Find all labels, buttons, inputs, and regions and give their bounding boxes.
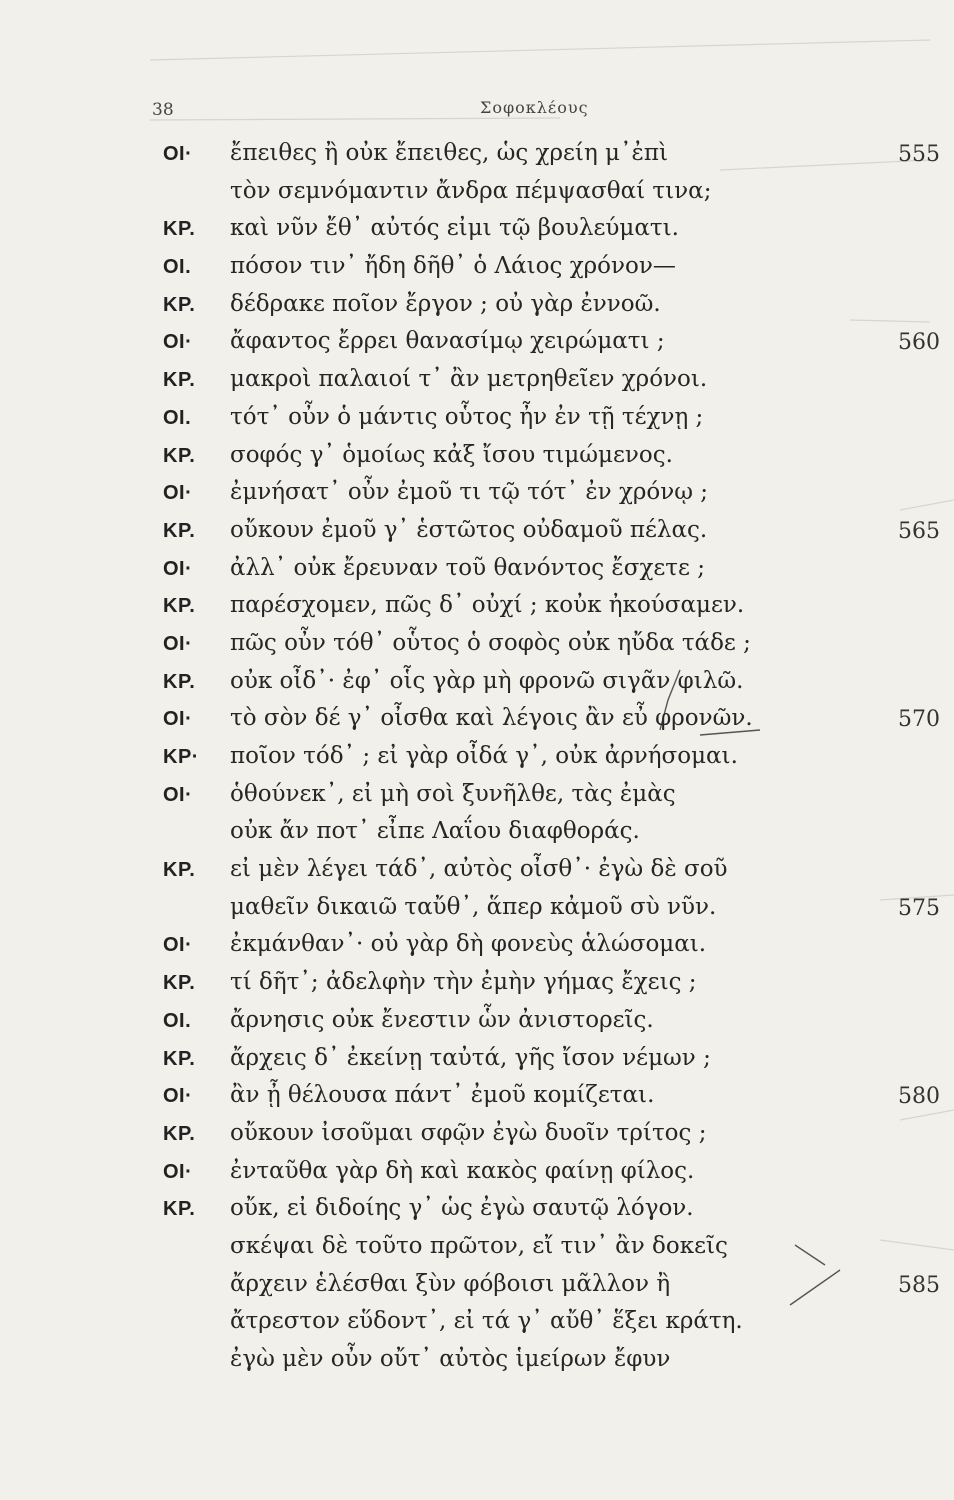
speaker-label: ΚΡ. bbox=[163, 859, 196, 882]
line-number: 565 bbox=[898, 518, 940, 544]
verse-line bbox=[0, 894, 954, 932]
verse-line bbox=[0, 818, 954, 856]
speaker-label: ΟΙ· bbox=[163, 1160, 193, 1183]
verse-line bbox=[0, 1346, 954, 1384]
verse-text: ἄρνησις οὐκ ἔνεστιν ὧν ἀνιστορεῖς. bbox=[230, 1006, 654, 1033]
speaker-label: ΟΙ· bbox=[163, 1085, 193, 1108]
verse-line bbox=[0, 1195, 954, 1233]
line-number: 585 bbox=[898, 1272, 940, 1298]
verse-line bbox=[0, 1120, 954, 1158]
speaker-label: ΟΙ. bbox=[163, 256, 192, 279]
page-number: 38 bbox=[152, 100, 174, 120]
verse-text: καὶ νῦν ἔθ᾽ αὐτός εἰμι τῷ βουλεύματι. bbox=[230, 215, 679, 242]
line-number: 575 bbox=[898, 895, 940, 921]
speaker-label: ΟΙ· bbox=[163, 632, 193, 655]
verse-text: παρέσχομεν, πῶς δ᾽ οὐχί ; κοὐκ ἠκούσαμεν. bbox=[230, 592, 745, 619]
verse-text: τὸ σὸν δέ γ᾽ οἶσθα καὶ λέγοις ἂν εὖ φρονῶν. bbox=[230, 705, 753, 732]
verse-line bbox=[0, 253, 954, 291]
verse-line bbox=[0, 969, 954, 1007]
line-number: 560 bbox=[898, 330, 940, 356]
speaker-label: ΚΡ. bbox=[163, 1122, 196, 1145]
verse-text: μαθεῖν δικαιῶ ταὔθ᾽, ἅπερ κἀμοῦ σὺ νῦν. bbox=[230, 893, 717, 920]
verse-line bbox=[0, 404, 954, 442]
verse-line bbox=[0, 931, 954, 969]
verse-line bbox=[0, 479, 954, 517]
verse-text: ἄφαντος ἔρρει θανασίμῳ χειρώματι ; bbox=[230, 328, 665, 355]
verse-text: ἐγὼ μὲν οὖν οὔτ᾽ αὐτὸς ἱμείρων ἔφυν bbox=[230, 1346, 671, 1372]
verse-text: ἐκμάνθαν᾽· οὐ γὰρ δὴ φονεὺς ἁλώσομαι. bbox=[230, 931, 707, 958]
speaker-label: ΟΙ· bbox=[163, 482, 193, 505]
verse-text: δέδρακε ποῖον ἔργον ; οὐ γὰρ ἐννοῶ. bbox=[230, 290, 661, 317]
verse-text: ποῖον τόδ᾽ ; εἰ γὰρ οἶδά γ᾽, οὐκ ἀρνήσομαι. bbox=[230, 743, 738, 769]
verse-text: οὔκουν ἐμοῦ γ᾽ ἑστῶτος οὐδαμοῦ πέλας. bbox=[230, 516, 708, 543]
speaker-label: ΚΡ. bbox=[163, 670, 196, 693]
verse-text: τί δῆτ᾽; ἀδελφὴν τὴν ἐμὴν γήμας ἔχεις ; bbox=[230, 969, 697, 996]
verse-line bbox=[0, 1158, 954, 1196]
verse-line bbox=[0, 743, 954, 781]
running-head: Σοφοκλέους bbox=[480, 98, 589, 117]
verse-line bbox=[0, 705, 954, 743]
verse-text: οὔκ, εἰ διδοίης γ᾽ ὡς ἐγὼ σαυτῷ λόγον. bbox=[230, 1195, 694, 1222]
verse-text: ἀλλ᾽ οὐκ ἔρευναν τοῦ θανόντος ἔσχετε ; bbox=[230, 554, 705, 581]
verse-text: ἐνταῦθα γὰρ δὴ καὶ κακὸς φαίνῃ φίλος. bbox=[230, 1157, 695, 1184]
verse-text: οὐκ ἄν ποτ᾽ εἶπε Λαΐου διαφθοράς. bbox=[230, 818, 640, 845]
verse-line bbox=[0, 630, 954, 668]
verse-text: μακροὶ παλαιοί τ᾽ ἂν μετρηθεῖεν χρόνοι. bbox=[230, 366, 708, 393]
verse-line bbox=[0, 781, 954, 819]
speaker-label: ΟΙ· bbox=[163, 783, 193, 806]
speaker-label: ΟΙ· bbox=[163, 934, 193, 957]
verse-text: ἔπειθες ἢ οὐκ ἔπειθες, ὡς χρείη μ᾽ἐπὶ bbox=[230, 140, 668, 166]
verse-line bbox=[0, 291, 954, 329]
verse-text: εἰ μὲν λέγει τάδ᾽, αὐτὸς οἶσθ᾽· ἐγὼ δὲ σοῦ bbox=[230, 856, 728, 883]
speaker-label: ΚΡ. bbox=[163, 1047, 196, 1070]
verse-text: σκέψαι δὲ τοῦτο πρῶτον, εἴ τιν᾽ ἂν δοκεῖς bbox=[230, 1232, 728, 1259]
verse-text: ἄρχειν ἑλέσθαι ξὺν φόβοισι μᾶλλον ἢ bbox=[230, 1270, 671, 1297]
speaker-label: ΚΡ. bbox=[163, 369, 196, 392]
speaker-label: ΟΙ. bbox=[163, 406, 192, 429]
verse-line bbox=[0, 592, 954, 630]
speaker-label: ΟΙ· bbox=[163, 708, 193, 731]
verse-text: ἄρχεις δ᾽ ἐκείνῃ ταὐτά, γῆς ἴσον νέμων ; bbox=[230, 1044, 711, 1071]
verse-line bbox=[0, 1308, 954, 1346]
verse-line bbox=[0, 555, 954, 593]
verse-text: τότ᾽ οὖν ὁ μάντις οὗτος ἦν ἐν τῇ τέχνῃ ; bbox=[230, 403, 704, 430]
verse-text: ὁθούνεκ᾽, εἰ μὴ σοὶ ξυνῆλθε, τὰς ἐμὰς bbox=[230, 780, 676, 807]
verse-line bbox=[0, 140, 954, 178]
verse-text: ἄτρεστον εὕδοντ᾽, εἰ τά γ᾽ αὔθ᾽ ἕξει κράτη. bbox=[230, 1308, 743, 1335]
speaker-label: ΚΡ. bbox=[163, 293, 196, 316]
speaker-label: ΚΡ. bbox=[163, 218, 196, 241]
verse-text: τὸν σεμνόμαντιν ἄνδρα πέμψασθαί τινα; bbox=[230, 177, 712, 204]
verse-text: πόσον τιν᾽ ἤδη δῆθ᾽ ὁ Λάιος χρόνον— bbox=[230, 253, 676, 280]
verse-line bbox=[0, 668, 954, 706]
verse-line bbox=[0, 517, 954, 555]
verse-line bbox=[0, 1271, 954, 1309]
speaker-label: ΚΡ. bbox=[163, 595, 196, 618]
verse-line bbox=[0, 442, 954, 480]
speaker-label: ΚΡ. bbox=[163, 519, 196, 542]
verse-line bbox=[0, 215, 954, 253]
speaker-label: ΚΡ. bbox=[163, 972, 196, 995]
speaker-label: ΟΙ· bbox=[163, 331, 193, 354]
speaker-label: ΚΡ· bbox=[163, 746, 199, 768]
line-number: 555 bbox=[898, 142, 940, 167]
verse-text: ἐμνήσατ᾽ οὖν ἐμοῦ τι τῷ τότ᾽ ἐν χρόνῳ ; bbox=[230, 479, 709, 506]
verse-text: σοφός γ᾽ ὁμοίως κἀξ ἴσου τιμώμενος. bbox=[230, 441, 673, 468]
verse-lines bbox=[0, 140, 954, 1384]
speaker-label: ΟΙ· bbox=[163, 557, 193, 580]
verse-line bbox=[0, 1045, 954, 1083]
verse-line bbox=[0, 328, 954, 366]
verse-line bbox=[0, 1233, 954, 1271]
speaker-label: ΟΙ. bbox=[163, 1009, 192, 1032]
speaker-label: ΟΙ· bbox=[163, 143, 193, 165]
verse-line bbox=[0, 1082, 954, 1120]
speaker-label: ΚΡ. bbox=[163, 1198, 196, 1221]
verse-text: πῶς οὖν τόθ᾽ οὗτος ὁ σοφὸς οὐκ ηὔδα τάδε ; bbox=[230, 629, 751, 656]
verse-line bbox=[0, 1007, 954, 1045]
verse-text: οὔκουν ἰσοῦμαι σφῷν ἐγὼ δυοῖν τρίτος ; bbox=[230, 1119, 707, 1146]
verse-line bbox=[0, 366, 954, 404]
line-number: 580 bbox=[898, 1084, 940, 1110]
speaker-label: ΚΡ. bbox=[163, 444, 196, 467]
verse-line bbox=[0, 178, 954, 216]
verse-text: οὐκ οἶδ᾽· ἐφ᾽ οἷς γὰρ μὴ φρονῶ σιγᾶν φιλῶ. bbox=[230, 667, 744, 694]
verse-line bbox=[0, 856, 954, 894]
line-number: 570 bbox=[898, 707, 940, 733]
verse-text: ἂν ᾖ θέλουσα πάντ᾽ ἐμοῦ κομίζεται. bbox=[230, 1082, 655, 1109]
